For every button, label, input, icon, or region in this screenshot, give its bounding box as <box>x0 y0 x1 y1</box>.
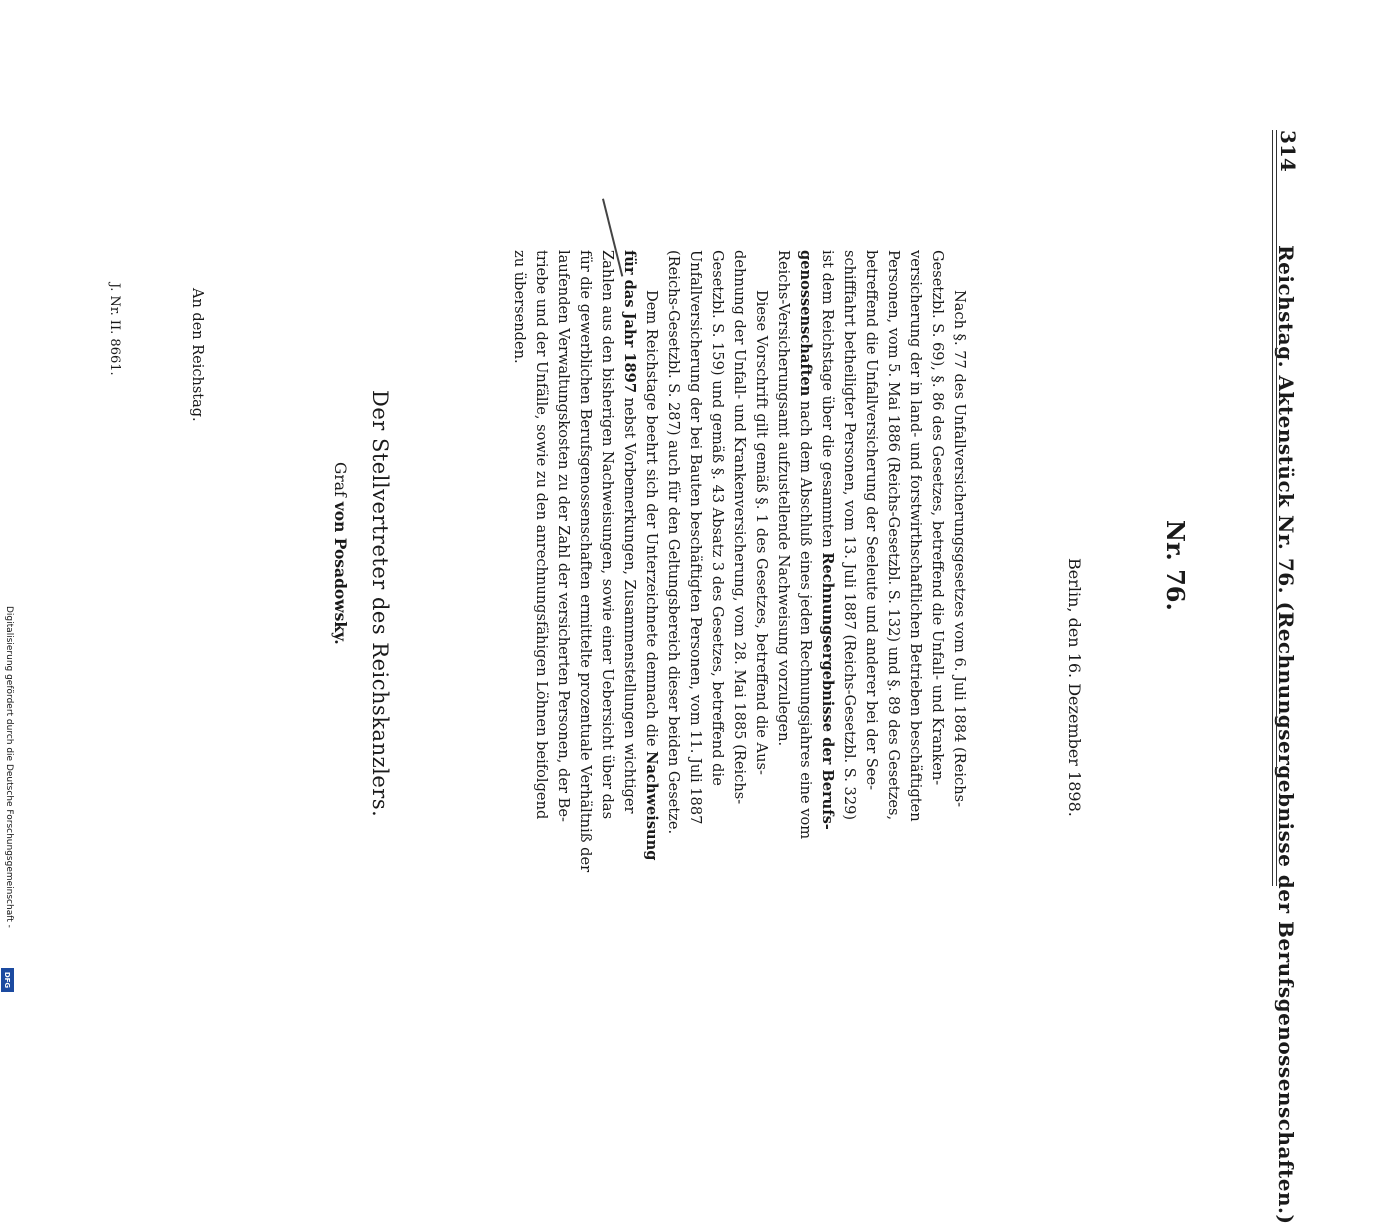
body-line <box>684 250 706 825</box>
text-run: Dem Reichstage beehrt sich der Unterzeichnete demnach die <box>643 290 660 752</box>
text-run: nach dem Abschluß eines jeden Rechnungsjahres eine vom <box>797 396 814 840</box>
text-run: schifffahrt betheiligter Personen, vom 13. Juli 1887 (Reichs-Gesetzbl. S. 329) <box>841 250 858 821</box>
body-line <box>860 250 882 820</box>
body-line <box>816 250 838 830</box>
text-run: Zahlen aus den bisherigen Nachweisungen, sowie einer Uebersicht über das <box>599 250 616 820</box>
addressee: An den Reichstag. <box>189 288 205 422</box>
body-line <box>838 250 860 820</box>
body-line <box>596 250 618 820</box>
text-run: betreffend die Unfallversicherung der Seeleute und anderer bei der See- <box>863 250 880 791</box>
body-line <box>552 250 574 820</box>
body-line <box>882 250 904 820</box>
bold-text: Rechnungsergebnisse der Berufs- <box>819 552 836 830</box>
text-run: Unfallversicherung der bei Bauten beschäftigten Personen, vom 11. Juli 1887 <box>687 250 704 825</box>
text-run: laufenden Verwaltungskosten zu der Zahl der versicherten Personen, der Be- <box>555 250 572 822</box>
dateline: Berlin, den 16. Dezember 1898. <box>1065 558 1084 817</box>
signature-prefix: Graf <box>331 462 349 497</box>
funding-note: Digitalisierung gefördert durch die Deutsche Forschungsgemeinschaft - <box>4 606 14 928</box>
bold-text: genossenschaften <box>797 250 814 397</box>
body-line <box>904 250 926 820</box>
text-run: zu übersenden. <box>511 250 528 364</box>
body-line <box>618 250 640 820</box>
text-run: Reichs-Versicherungsamt aufzustellende Nachweisung vorzulegen. <box>775 250 792 747</box>
bold-text: für das Jahr 1897 <box>621 250 638 393</box>
signature-title: Der Stellvertreter des Reichskanzlers. <box>368 390 392 818</box>
signature-name <box>331 462 350 645</box>
body-line <box>574 250 596 873</box>
text-run: Nach §. 77 des Unfallversicherungsgesetzes vom 6. Juli 1884 (Reichs- <box>951 290 968 808</box>
body-line <box>706 250 728 820</box>
body-line <box>926 250 948 820</box>
page-number: 314 <box>1276 130 1300 172</box>
signature-surname: von Posadowsky. <box>331 501 350 645</box>
text-run: für die gewerblichen Berufsgenossenschaften ermittelte prozentuale Verhältniß der <box>577 250 594 873</box>
text-run: triebe und der Unfälle, sowie zu den anrechnungsfähigen Löhnen beifolgend <box>533 250 550 820</box>
text-run: Gesetzbl. S. 69), §. 86 des Gesetzes, betreffend die Unfall- und Kranken- <box>929 250 946 786</box>
body-line <box>508 250 530 820</box>
text-run: Gesetzbl. S. 159) und gemäß §. 43 Absatz 3 des Gesetzes, betreffend die <box>709 250 726 786</box>
running-head: Reichstag. Aktenstück Nr. 76. (Rechnungsergebnisse der Berufsgenossenschaften.) <box>1274 245 1298 1224</box>
text-run: Diese Vorschrift gilt gemäß §. 1 des Gesetzes, betreffend die Aus- <box>753 290 770 775</box>
text-run: Personen, vom 5. Mai 1886 (Reichs-Gesetzbl. S. 132) und §. 89 des Gesetzes, <box>885 250 902 821</box>
body-line <box>948 250 970 820</box>
reference-number: J. Nr. II. 8661. <box>107 283 122 376</box>
body-line <box>750 250 772 820</box>
body-line <box>728 250 750 820</box>
header-rule <box>1272 130 1277 886</box>
body-line <box>530 250 552 820</box>
dfg-logo-icon: DFG <box>1 968 14 992</box>
text-run: dehnung der Unfall- und Krankenversicherung, vom 28. Mai 1885 (Reichs- <box>731 250 748 805</box>
body-line <box>794 250 816 840</box>
text-run: (Reichs-Gesetzbl. S. 287) auch für den Geltungsbereich dieser beiden Gesetze. <box>665 250 682 835</box>
document-number: Nr. 76. <box>1161 520 1190 611</box>
body-line <box>662 250 684 835</box>
bold-text: Nachweisung <box>643 751 660 861</box>
text-run: versicherung der in land- und forstwirthschaftlichen Betrieben beschäftigten <box>907 250 924 822</box>
body-text <box>508 250 970 873</box>
body-line <box>640 250 662 861</box>
body-line <box>772 250 794 820</box>
text-run: ist dem Reichstage über die gesammten <box>819 250 836 553</box>
text-run: nebst Vorbemerkungen, Zusammenstellungen wichtiger <box>621 392 638 814</box>
